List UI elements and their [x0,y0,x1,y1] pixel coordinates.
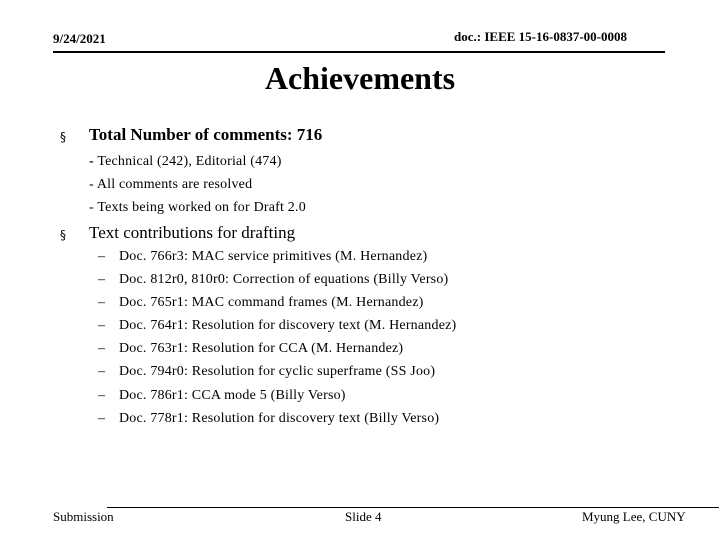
list-item-text: Doc. 778r1: Resolution for discovery text (Billy Verso) [119,410,440,426]
footer-slide-number: Slide 4 [345,509,382,524]
list-item-text: Doc. 763r1: Resolution for CCA (M. Hernandez) [119,341,404,357]
footer-author: Myung Lee, CUNY [582,509,686,524]
dash-icon: – [98,272,106,288]
subline-prefix: - [89,200,94,215]
list-item-text: Doc. 764r1: Resolution for discovery text (M. Hernandez) [119,318,457,334]
subline-prefix: - [89,154,94,169]
dash-icon: – [98,318,106,334]
subline-resolved [89,175,252,195]
bullet-total-comments-text: Total Number of comments: 716 [89,125,323,144]
footer-submission: Submission [53,509,114,524]
bullet-marker-icon: § [60,130,66,144]
list-item-text: Doc. 812r0, 810r0: Correction of equations (Billy Verso) [119,272,449,288]
slide-title: Achievements [264,60,456,96]
bullet-marker-icon: § [60,228,66,242]
dash-icon: – [98,341,106,357]
subline-text: All comments are resolved [96,177,253,192]
header-doc-id: doc.: IEEE 15-16-0837-00-0008 [454,29,627,44]
bullet-text-contributions-text: Text contributions for drafting [89,223,296,242]
dash-icon: – [98,387,106,403]
list-item-text: Doc. 794r0: Resolution for cyclic superframe (SS Joo) [119,364,436,380]
dash-icon: – [98,295,106,311]
subline-text: Texts being worked on for Draft 2.0 [97,200,306,215]
list-item-text: Doc. 786r1: CCA mode 5 (Billy Verso) [119,387,346,403]
subline-technical-editorial [89,152,282,172]
list-item-text: Doc. 765r1: MAC command frames (M. Hernandez) [119,295,424,311]
subline-text: Technical (242), Editorial (474) [97,154,282,169]
dash-icon: – [98,364,106,380]
header-date: 9/24/2021 [53,31,106,46]
dash-icon: – [98,249,106,264]
footer-rule [107,507,719,508]
subline-prefix: - [89,177,94,192]
subline-draft [89,198,306,218]
list-item-text: Doc. 766r3: MAC service primitives (M. Hernandez) [119,249,428,264]
header-rule [53,51,665,53]
dash-icon: – [98,410,106,426]
